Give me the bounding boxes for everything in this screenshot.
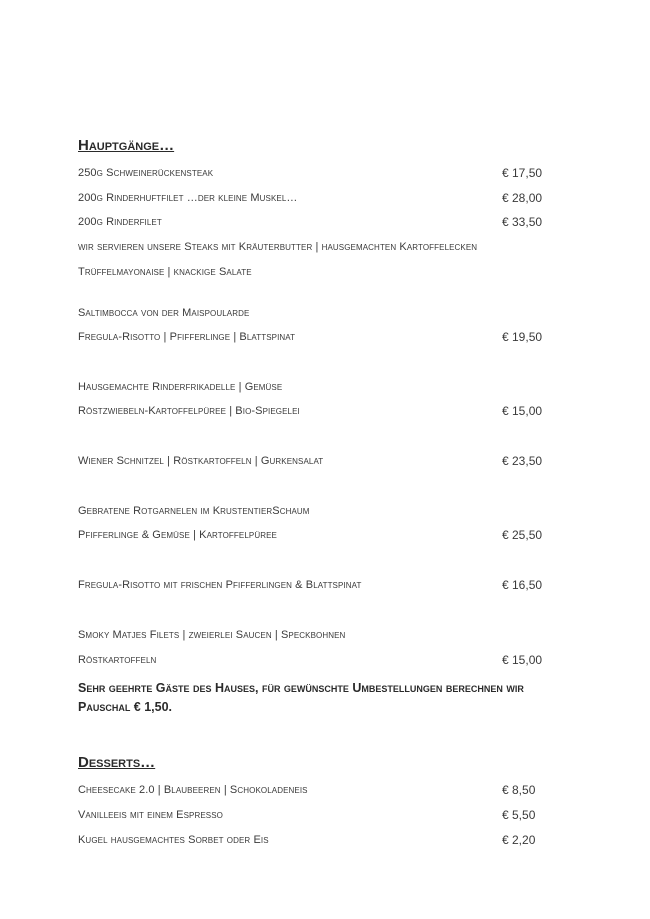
dessert-item-price: € 5,50 <box>502 808 536 822</box>
menu-item-price: € 28,00 <box>502 191 543 205</box>
menu-item-text: 250g Schweinerückensteak <box>78 167 214 179</box>
main-courses-heading: Hauptgänge… <box>78 137 175 154</box>
menu-item-text: Fregula-Risotto | Pfifferlinge | Blattspinat <box>78 331 296 343</box>
menu-item-price: € 17,50 <box>502 166 543 180</box>
rebooking-note: Sehr geehrte Gäste des Hauses, für gewünschte Umbestellungen berechnen wir Pauschal € 1,50. <box>78 681 524 714</box>
menu-item-price: € 15,00 <box>502 653 543 667</box>
menu-item-price: € 33,50 <box>502 215 543 229</box>
menu-item-text: Pfifferlinge & Gemüse | Kartoffelpüree <box>78 529 277 541</box>
menu-item-price: € 15,00 <box>502 404 543 418</box>
menu-item-text: Gebratene Rotgarnelen im KrustentierSchaum <box>78 505 310 517</box>
menu-item-text: Saltimbocca von der Maispoularde <box>78 307 250 319</box>
menu-item-price: € 25,50 <box>502 528 543 542</box>
menu-item-text: Fregula-Risotto mit frischen Pfifferlingen & Blattspinat <box>78 579 362 591</box>
menu-item-text: Wiener Schnitzel | Röstkartoffeln | Gurkensalat <box>78 455 324 467</box>
desserts-heading: Desserts… <box>78 754 156 771</box>
menu-item-price: € 23,50 <box>502 454 543 468</box>
menu-item-text: 200g Rinderfilet <box>78 216 162 228</box>
menu-item-text: wir servieren unsere Steaks mit Kräuterbutter | hausgemachten Kartoffelecken <box>78 241 478 253</box>
menu-item-price: € 16,50 <box>502 578 543 592</box>
dessert-item-text: Cheesecake 2.0 | Blaubeeren | Schokoladeneis <box>78 784 308 796</box>
menu-item-text: Hausgemachte Rinderfrikadelle | Gemüse <box>78 381 283 393</box>
menu-item-text: Trüffelmayonaise | knackige Salate <box>78 266 252 278</box>
dessert-item-text: Vanilleeis mit einem Espresso <box>78 809 223 821</box>
menu-item-text: 200g Rinderhuftfilet …der kleine Muskel… <box>78 192 298 204</box>
menu-item-price: € 19,50 <box>502 330 543 344</box>
dessert-item-price: € 8,50 <box>502 783 536 797</box>
menu-item-text: Smoky Matjes Filets | zweierlei Saucen | Speckbohnen <box>78 629 346 641</box>
dessert-item-price: € 2,20 <box>502 833 536 847</box>
menu-item-text: Röstkartoffeln <box>78 654 157 666</box>
menu-item-text: Röstzwiebeln-Kartoffelpüree | Bio-Spiegelei <box>78 405 300 417</box>
dessert-item-text: Kugel hausgemachtes Sorbet oder Eis <box>78 834 269 846</box>
